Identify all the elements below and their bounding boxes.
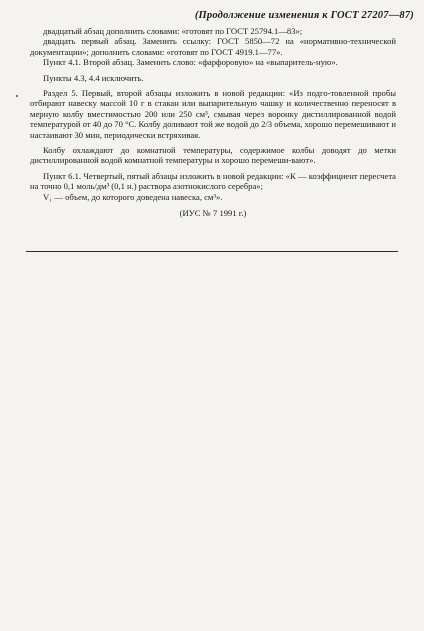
paragraph-twenty-first: двадцать первый абзац. Заменить ссылку: ГОСТ 5850—72 на «нормативно-технической документации»; дополнить словами: «готовят по ГОСТ 4919.1—77». (30, 36, 396, 57)
paragraph-twentieth: двадцатый абзац дополнить словами: «готовят по ГОСТ 25794.1—83»; (43, 26, 303, 36)
horizontal-rule (26, 251, 398, 252)
scan-speck (16, 95, 18, 97)
paragraph-clause-4-1: Пункт 4.1. Второй абзац. Заменить слово: «фарфоровую» на «выпаритель-ную». (43, 57, 338, 68)
paragraph-cooling: Колбу охлаждают до комнатной температуры, содержимое колбы доводят до метки дистиллированной водой комнатной температуры и хорошо перемеши-вают». (30, 145, 396, 166)
paragraph-clause-6-1: Пункт 6.1. Четвертый, пятый абзацы изложить в новой редакции: «К — коэффициент пересчета на точно 0,1 моль/дм³ (0,1 н.) раствора азотнокислого серебра»; (30, 170, 396, 192)
ius-reference: (ИУС № 7 1991 г.) (179, 208, 247, 219)
paragraph-clauses-4-3-4-4: Пункты 4.3, 4.4 исключить. (43, 72, 144, 83)
paragraph-volume: V₁ — объем, до которого доведена навеска, см³». (43, 191, 223, 202)
document-body (30, 26, 396, 219)
page-header: (Продолжение изменения к ГОСТ 27207—87) (194, 10, 414, 21)
paragraph-section-5: Раздел 5. Первый, второй абзацы изложить в новой редакции: «Из подго-товленной пробы отбирают навеску массой 10 г в стакан или выпарительную чашку и количественно переносят в мерную колбу вместимостью 200 или 250 см³, смывая через воронку дистиллированной водой температурой от 40 до 70 °C. Колбу доливают той же водой до 2/3 объема, хорошо перемешивают и настаивают 30 мин, периодически встряхивая. (30, 88, 396, 140)
